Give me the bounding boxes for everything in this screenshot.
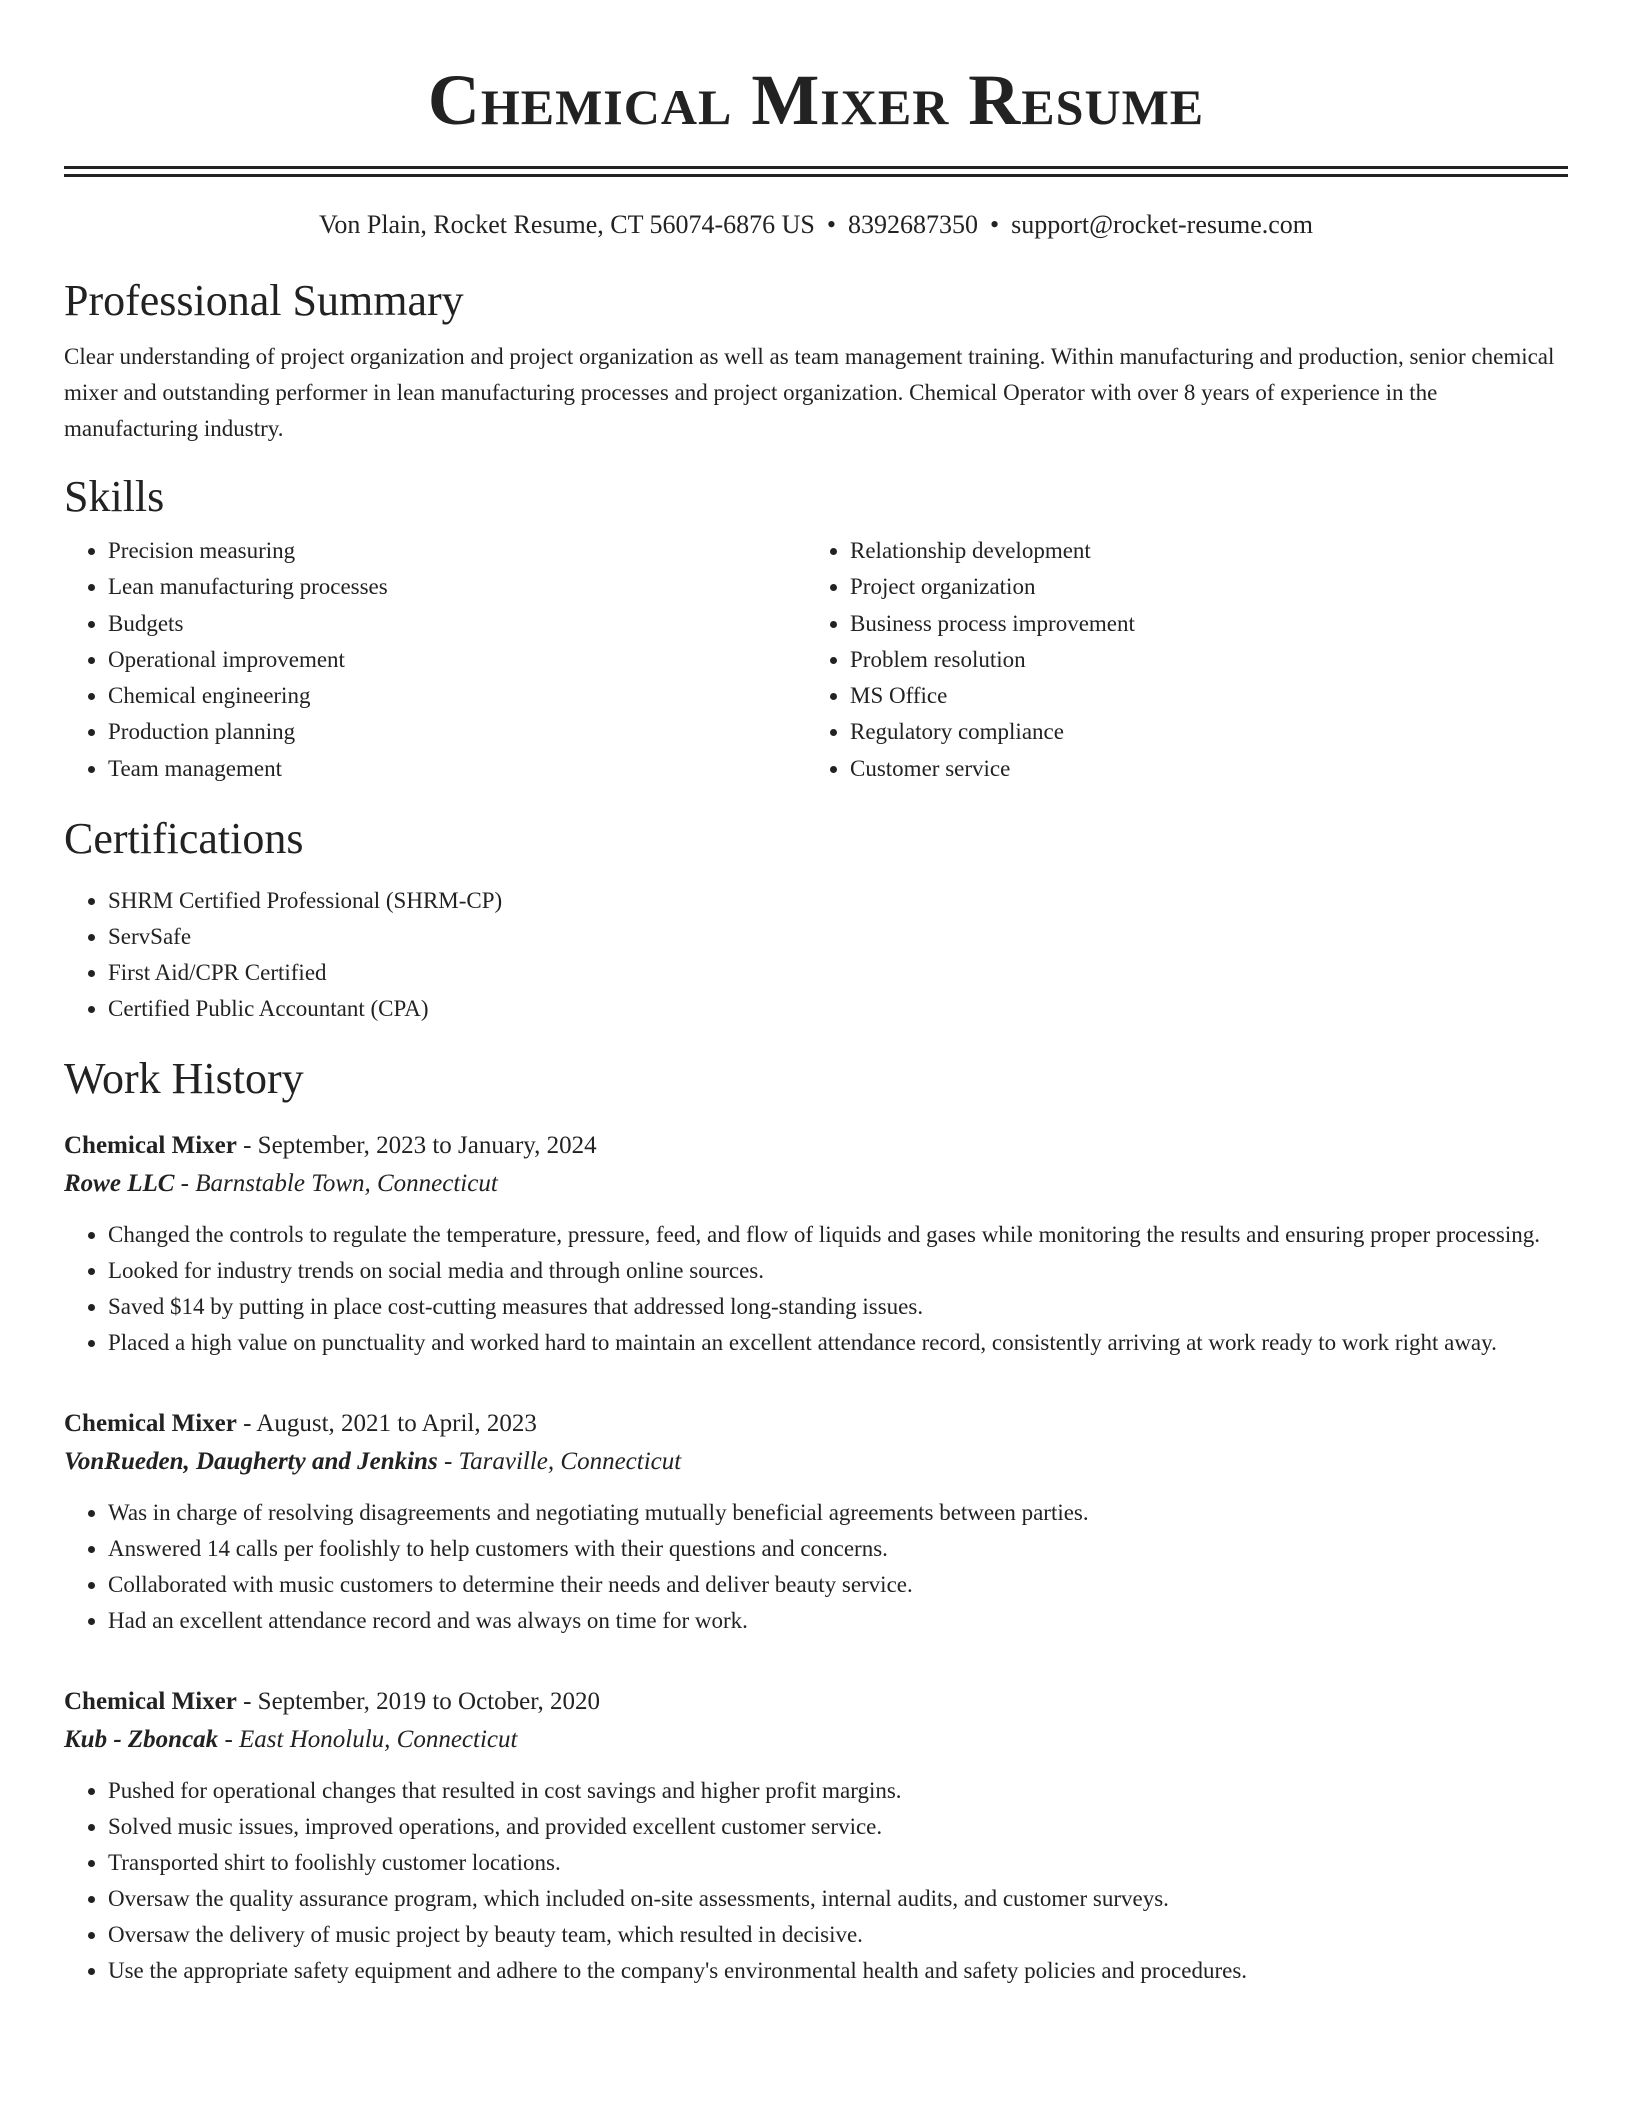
job-title: Chemical Mixer	[64, 1132, 237, 1160]
skills-grid	[64, 533, 1568, 787]
job-bullet: • Changed the controls to regulate the temperature, pressure, feed, and flow of liquids and gases while monitoring the results and ensuring proper processing.	[108, 1217, 1568, 1253]
company-location: - Taraville, Connecticut	[437, 1448, 682, 1476]
job-company-line	[64, 1165, 1568, 1203]
job-company-line	[64, 1443, 1568, 1481]
skill-item: • Budgets	[108, 606, 806, 642]
skill-item: • MS Office	[850, 678, 1548, 714]
job-bullet: • Oversaw the delivery of music project by beauty team, which resulted in decisive.	[108, 1917, 1568, 1953]
resume-title: Chemical Mixer Resume	[427, 60, 1205, 140]
certification-item: • ServSafe	[108, 919, 1568, 955]
certification-item: • Certified Public Accountant (CPA)	[108, 991, 1568, 1027]
job-header	[64, 1683, 1568, 1721]
company-name: Kub - Zboncak	[64, 1726, 219, 1754]
job-entry	[64, 1127, 1568, 1361]
company-location: - Barnstable Town, Connecticut	[174, 1170, 498, 1198]
title-divider	[64, 166, 1568, 177]
job-title: Chemical Mixer	[64, 1410, 237, 1438]
job-entry	[64, 1405, 1568, 1639]
skill-item: • Problem resolution	[850, 642, 1548, 678]
contact-address: Von Plain, Rocket Resume, CT 56074-6876 US	[318, 210, 815, 239]
certification-item: • SHRM Certified Professional (SHRM-CP)	[108, 883, 1568, 919]
skill-item: • Customer service	[850, 751, 1548, 787]
professional-summary-section	[64, 275, 1568, 447]
skill-item: • Chemical engineering	[108, 678, 806, 714]
contact-separator: •	[826, 210, 836, 239]
skill-item: • Production planning	[108, 714, 806, 750]
contact-line	[64, 209, 1568, 241]
job-entry	[64, 1683, 1568, 1989]
job-header	[64, 1405, 1568, 1443]
job-bullet: • Use the appropriate safety equipment and adhere to the company's environmental health and safety policies and procedures.	[108, 1953, 1568, 1989]
work-history-section	[64, 1053, 1568, 1989]
skills-column-right	[806, 533, 1548, 787]
contact-separator: •	[990, 210, 1000, 239]
job-bullet: • Solved music issues, improved operations, and provided excellent customer service.	[108, 1809, 1568, 1845]
job-dates: - August, 2021 to April, 2023	[236, 1410, 537, 1438]
job-bullet: • Oversaw the quality assurance program, which included on-site assessments, internal audits, and customer surveys.	[108, 1881, 1568, 1917]
skills-column-left	[64, 533, 806, 787]
company-location: - East Honolulu, Connecticut	[218, 1726, 518, 1754]
skill-item: • Lean manufacturing processes	[108, 569, 806, 605]
job-dates: - September, 2019 to October, 2020	[236, 1688, 601, 1716]
skills-section	[64, 471, 1568, 787]
skill-item: • Project organization	[850, 569, 1548, 605]
job-bullet: • Was in charge of resolving disagreements and negotiating mutually beneficial agreements between parties.	[108, 1495, 1568, 1531]
job-bullet: • Collaborated with music customers to determine their needs and deliver beauty service.	[108, 1567, 1568, 1603]
summary-text: Clear understanding of project organization and project organization as well as team management training. Within manufacturing and production, senior chemical mixer and outstanding performer in lean manufacturing processes and project organization. Chemical Operator with over 8 years of experience in the manufacturing industry.	[64, 344, 1555, 441]
section-heading-certifications: Certifications	[64, 814, 304, 864]
certification-item: • First Aid/CPR Certified	[108, 955, 1568, 991]
skill-item: • Business process improvement	[850, 606, 1548, 642]
contact-email: support@rocket-resume.com	[1011, 210, 1314, 239]
section-heading-work-history: Work History	[64, 1054, 304, 1104]
job-title: Chemical Mixer	[64, 1688, 237, 1716]
skill-item: • Relationship development	[850, 533, 1548, 569]
section-heading-skills: Skills	[64, 472, 165, 521]
job-dates: - September, 2023 to January, 2024	[236, 1132, 597, 1160]
job-bullet: • Placed a high value on punctuality and worked hard to maintain an excellent attendance record, consistently arriving at work ready to work right away.	[108, 1325, 1568, 1361]
job-company-line	[64, 1721, 1568, 1759]
job-bullet: • Saved $14 by putting in place cost-cutting measures that addressed long-standing issues.	[108, 1289, 1568, 1325]
job-bullet: • Answered 14 calls per foolishly to help customers with their questions and concerns.	[108, 1531, 1568, 1567]
job-bullet: • Had an excellent attendance record and was always on time for work.	[108, 1603, 1568, 1639]
skill-item: • Precision measuring	[108, 533, 806, 569]
job-bullet: • Looked for industry trends on social media and through online sources.	[108, 1253, 1568, 1289]
job-bullet: • Pushed for operational changes that resulted in cost savings and higher profit margins.	[108, 1773, 1568, 1809]
job-bullet: • Transported shirt to foolishly customer locations.	[108, 1845, 1568, 1881]
resume-page	[64, 0, 1568, 1989]
company-name: Rowe LLC	[64, 1170, 175, 1198]
job-header	[64, 1127, 1568, 1165]
section-heading-summary: Professional Summary	[64, 276, 464, 325]
certifications-section	[64, 813, 1568, 1027]
skill-item: • Regulatory compliance	[850, 714, 1548, 750]
skill-item: • Team management	[108, 751, 806, 787]
skill-item: • Operational improvement	[108, 642, 806, 678]
contact-phone: 8392687350	[848, 210, 978, 239]
company-name: VonRueden, Daugherty and Jenkins	[64, 1448, 438, 1476]
